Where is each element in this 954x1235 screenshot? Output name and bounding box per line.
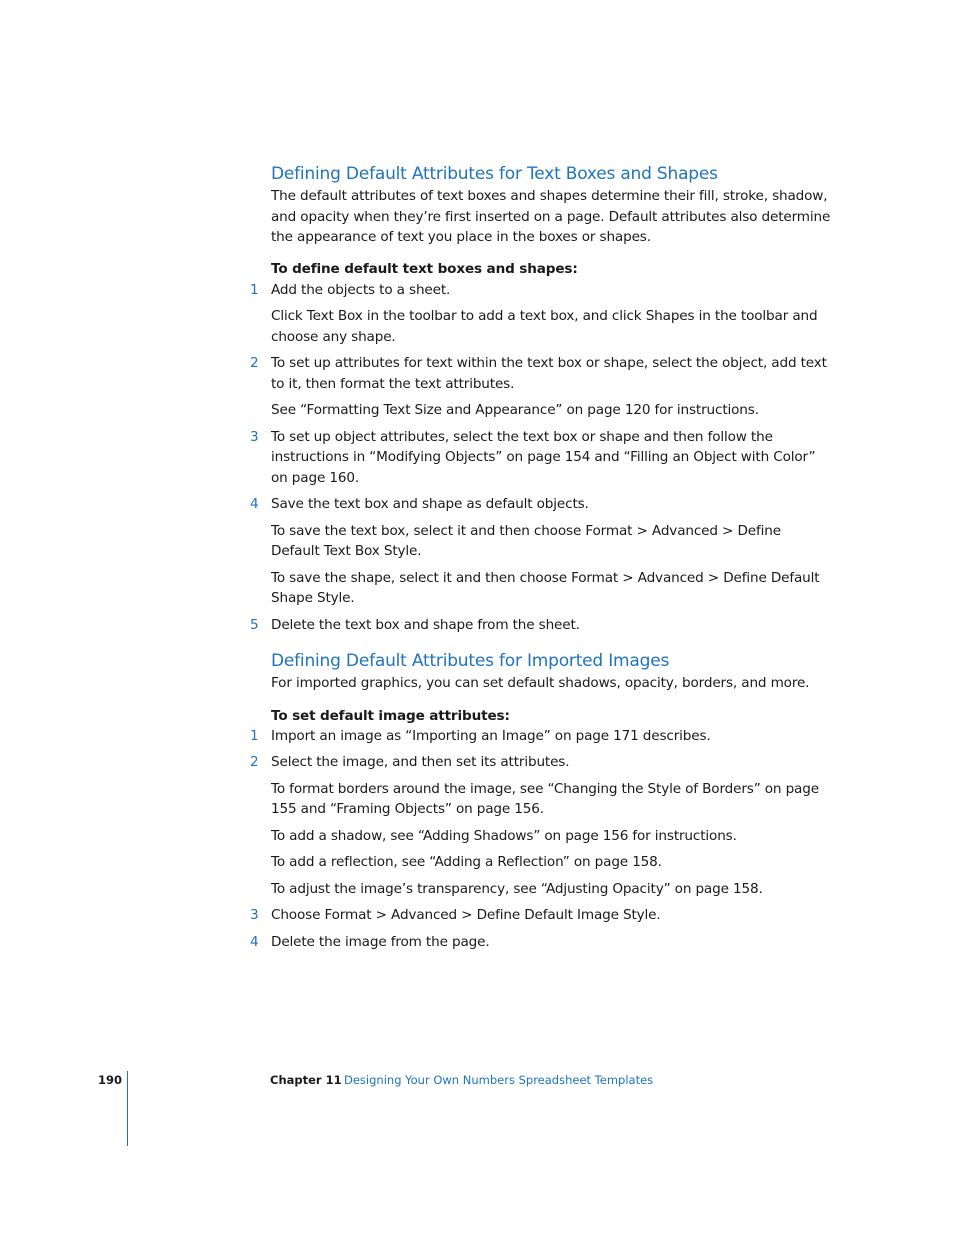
list-item	[250, 427, 831, 489]
step-detail: To save the text box, select it and then choose Format > Advanced > Define Default Text Box Style.	[271, 522, 781, 559]
step-detail: See “Formatting Text Size and Appearance” on page 120 for instructions.	[271, 402, 759, 418]
steps-list-text-boxes	[250, 280, 831, 636]
step-detail: To save the shape, select it and then choose Format > Advanced > Define Default Shape Style.	[271, 569, 820, 606]
step-number: 1	[250, 281, 259, 298]
step-text: Choose Format > Advanced > Define Default Image Style.	[271, 907, 661, 923]
step-text: Select the image, and then set its attributes.	[271, 754, 570, 770]
step-text: Import an image as “Importing an Image” on page 171 describes.	[271, 727, 711, 744]
procedure-lead-imported-images: To set default image attributes:	[271, 707, 510, 724]
list-item	[250, 353, 831, 394]
step-number: 1	[250, 727, 259, 744]
step-detail: To adjust the image’s transparency, see “Adjusting Opacity” on page 158.	[271, 880, 763, 897]
step-detail: Click Text Box in the toolbar to add a text box, and click Shapes in the toolbar and choose any shape.	[271, 308, 818, 345]
section-heading-imported-images: Defining Default Attributes for Imported Images	[271, 651, 670, 671]
page-number: 190	[98, 1073, 123, 1087]
step-text: Add the objects to a sheet.	[271, 281, 451, 298]
list-item	[250, 280, 831, 301]
footer-divider	[127, 1071, 128, 1146]
step-text: To set up attributes for text within the text box or shape, select the object, add text to it, then format the text attributes.	[271, 355, 827, 392]
step-number: 2	[250, 754, 259, 770]
step-number: 4	[250, 496, 259, 512]
step-text: Delete the image from the page.	[271, 933, 490, 950]
list-item	[250, 905, 831, 926]
step-number: 3	[250, 428, 259, 445]
step-text: To set up object attributes, select the text box or shape and then follow the instructions in “Modifying Objects” on page 154 and “Filling an Object with Color” on page 160.	[271, 428, 816, 486]
step-number: 3	[250, 907, 259, 923]
footer-chapter-label: Chapter 11	[270, 1073, 342, 1087]
step-text: Delete the text box and shape from the sheet.	[271, 616, 580, 633]
page-content	[250, 162, 831, 952]
step-number: 4	[250, 933, 259, 950]
list-item	[250, 726, 831, 747]
step-text: Save the text box and shape as default objects.	[271, 496, 589, 512]
step-detail: To add a shadow, see “Adding Shadows” on page 156 for instructions.	[271, 827, 737, 844]
section-heading-text-boxes: Defining Default Attributes for Text Boxes and Shapes	[271, 164, 718, 184]
list-item	[250, 494, 831, 515]
list-item	[250, 615, 831, 636]
list-item	[250, 752, 831, 773]
list-item	[250, 932, 831, 953]
section-intro-text-boxes: The default attributes of text boxes and shapes determine their fill, stroke, shadow, and opacity when they’re first inserted on a page. Default attributes also determine the appearance of text you place in the boxes or shapes.	[271, 188, 831, 245]
step-detail: To format borders around the image, see “Changing the Style of Borders” on page 155 and “Framing Objects” on page 156.	[271, 780, 819, 817]
footer-chapter-title: Designing Your Own Numbers Spreadsheet Templates	[344, 1073, 654, 1087]
procedure-lead-text-boxes: To define default text boxes and shapes:	[271, 260, 578, 277]
step-number: 5	[250, 616, 259, 633]
step-number: 2	[250, 355, 259, 371]
steps-list-imported-images	[250, 726, 831, 953]
step-detail: To add a reflection, see “Adding a Reflection” on page 158.	[271, 854, 662, 870]
section-intro-imported-images: For imported graphics, you can set default shadows, opacity, borders, and more.	[271, 675, 810, 691]
